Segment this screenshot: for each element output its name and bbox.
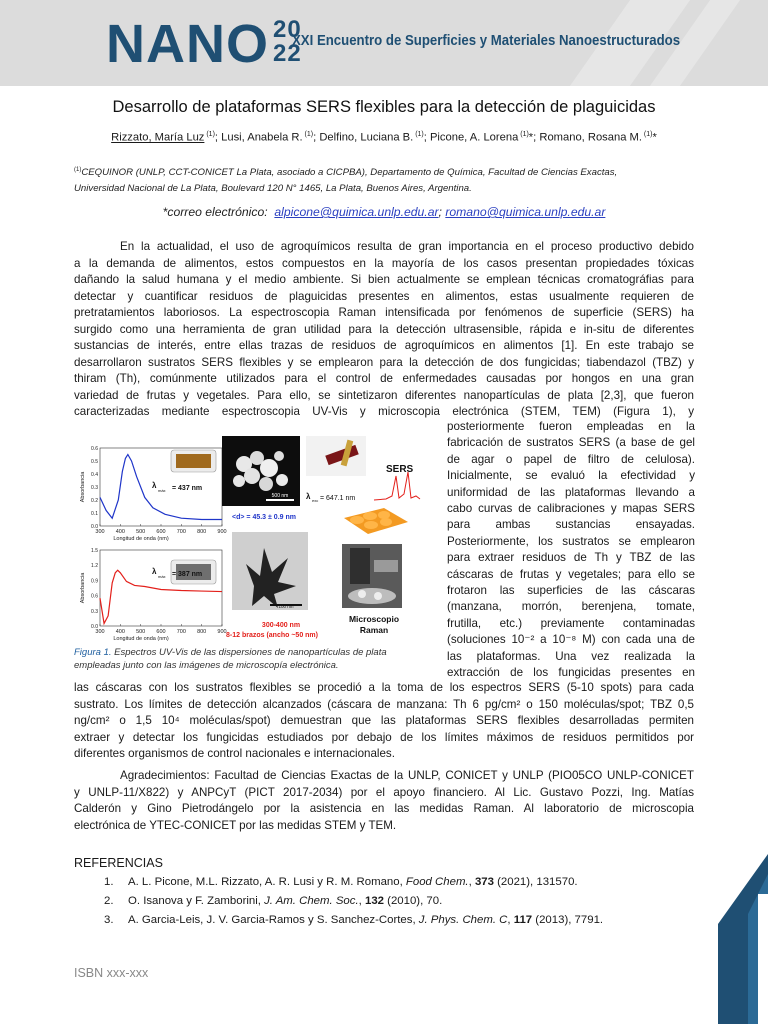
figure-1: [74, 436, 444, 672]
isbn: ISBN xxx-xxx: [74, 966, 149, 980]
body-paragraph-results: [74, 680, 694, 763]
svg-text:Microscopio: Microscopio: [348, 614, 400, 624]
references-heading: REFERENCIAS: [74, 856, 163, 870]
text-line: Agradecimientos: Facultad de Ciencias Exactas de la UNLP, CONICET y UNLP (PIO05CO UNLP-CONICET: [120, 769, 694, 782]
author-name: Picone, A. Lorena: [429, 131, 519, 144]
text-line: cabo curvas de calibraciones y mapas SERS: [447, 502, 695, 516]
text-line: frotaron las superficies de las cáscaras: [447, 584, 695, 598]
logo-word: NANO: [106, 14, 269, 74]
svg-text:exc: exc: [312, 498, 319, 503]
text-line: Calderón y Gino Pietrodángelo por la asistencia en las medidas Raman. Al laboratorio de microscopia: [74, 802, 694, 815]
author-affiliation-mark: (1): [641, 131, 653, 138]
lambda-max-bottom: = 387 nm: [172, 571, 203, 578]
logo-year: 20 22: [273, 16, 302, 67]
svg-text:máx: máx: [158, 574, 166, 579]
text-line: desarrollaron sustratos SERS flexibles y se emplearon para la detección de dos fungicidas; tiabendazol (TBZ) y: [74, 355, 694, 369]
author-affiliation-mark: (1): [204, 131, 215, 138]
text-line: frutilla, etc.) previamente contaminadas: [447, 616, 695, 630]
y-tick-label: 0.4: [91, 472, 98, 478]
x-tick-label: 700: [176, 529, 186, 535]
text-line: detectar y cuantificar residuos de plaguicidas presentes en alimentos, estas usualmente requieren de: [74, 289, 694, 303]
y-axis-label: Absorbancia: [80, 572, 86, 604]
text-line: sustancias de interés, entre ellas trazas de residuos de agroquímicos en alimentos [1]. En este trabajo se: [74, 339, 694, 352]
text-line: para ambas sustancias ensayadas.: [447, 518, 695, 532]
x-tick-label: 400: [115, 629, 125, 635]
text-line: posteriormente fueron empleadas en la: [447, 420, 695, 433]
svg-text:Raman: Raman: [359, 625, 389, 635]
x-tick-label: 300: [95, 529, 105, 535]
email-link-romano[interactable]: romano@quimica.unlp.edu.ar: [445, 205, 606, 219]
text-line: dañando la salud humana y el medio ambiente. Si bien actualmente se emplean técnicas cromatográfias para: [74, 273, 694, 286]
lambda-max-top: = 437 nm: [172, 485, 203, 492]
author-name: Lusi, Anabela R.: [221, 131, 303, 144]
exc-wavelength: = 647.1 nm: [320, 495, 356, 502]
text-line: y UNLP-11/X822) y ANPCyT (PICT 2017-2034) por el apoyo financiero. Al Lic. Gustavo Pozzi, Ing. Matías: [74, 785, 694, 799]
author-name: Rizzato, María Luz: [111, 131, 205, 144]
x-tick-label: 900: [217, 529, 227, 535]
corner-decoration: [708, 854, 768, 1024]
body-paragraph-wrap: [447, 419, 695, 682]
text-line: a la demanda de alimentos, estos compuestos en la mayoría de los casos presentan propiedades tóxicas: [74, 256, 694, 270]
text-line: (manzana, morrón, berenjena, tomate,: [447, 600, 695, 614]
scale-bar-bottom: 100 nm: [278, 604, 294, 609]
x-tick-label: 300: [95, 629, 105, 635]
y-tick-label: 1.2: [91, 563, 98, 570]
scale-bar-top: 500 nm: [271, 493, 289, 499]
author-name: Romano, Rosana M.: [539, 131, 642, 144]
text-line: sustrato. Los límites de detección alcanzados (cáscara de manzana: Th 6 pg/cm² o 150 moléculas/spot; TBZ 0,5: [74, 697, 694, 711]
x-tick-label: 800: [197, 629, 207, 635]
x-tick-label: 600: [156, 629, 166, 635]
y-tick-label: 0.0: [91, 524, 98, 530]
y-tick-label: 0.3: [91, 485, 98, 491]
author-affiliation-mark: (1): [302, 131, 314, 138]
body-paragraph-intro: [74, 239, 694, 421]
text-line: Inicialmente, se evaluó la efectividad y: [447, 469, 695, 483]
svg-text:máx: máx: [158, 488, 166, 493]
branch-count: 8-12 brazos (ancho ~50 nm): [225, 632, 319, 639]
text-line: fabricación de sustratos SERS (a base de gel: [447, 436, 695, 450]
x-axis-label: Longitud de onda (nm): [113, 636, 169, 642]
text-line: ng/cm² o 1,5 10⁴ moléculas/spot) demuestran que las plataformas SERS flexibles desarrolladas permiten: [74, 714, 694, 727]
y-tick-label: 0.9: [91, 578, 98, 585]
y-tick-label: 0.3: [91, 608, 98, 615]
author-name: Delfino, Luciana B.: [319, 131, 414, 144]
x-tick-label: 500: [136, 629, 146, 635]
x-tick-label: 500: [136, 529, 146, 535]
x-axis-label: Longitud de onda (nm): [113, 536, 169, 542]
author-affiliation-mark: (1): [413, 131, 424, 138]
y-tick-label: 0.0: [91, 624, 98, 630]
event-title: XXI Encuentro de Superficies y Materiales Nanoestructurados: [292, 32, 681, 49]
particle-diameter: <d> = 45.3 ± 0.9 nm: [232, 514, 296, 521]
email-link-picone[interactable]: alpicone@quimica.unlp.edu.ar: [274, 205, 439, 219]
figure-panel: [74, 436, 444, 646]
paper-title: Desarrollo de plataformas SERS flexibles para la detección de plaguicidas: [112, 98, 656, 116]
y-tick-label: 0.6: [91, 446, 98, 452]
x-tick-label: 700: [176, 629, 186, 635]
y-tick-label: 0.2: [91, 498, 98, 504]
y-axis-label: Absorbancia: [80, 471, 86, 503]
figure-caption: Figura 1. Espectros UV-Vis de las dispersiones de nanopartículas de plata empleadas junto con las imágenes de microscopía electrónica.: [74, 647, 387, 671]
svg-text:λ: λ: [152, 481, 157, 490]
text-line: las cáscaras con los sustratos flexibles se procedió a la toma de los espectros SERS (5-10 spots) para cada: [74, 681, 694, 694]
acknowledgements: [74, 768, 694, 834]
x-tick-label: 900: [217, 629, 227, 635]
sers-label: SERS: [386, 464, 414, 475]
author-affiliation-mark: (1): [518, 131, 529, 138]
text-line: electrónica de YTEC-CONICET por las medidas STEM y TEM.: [74, 818, 397, 832]
sers-spectrum: [374, 472, 420, 500]
text-line: de agar o papel de filtro de celulosa).: [447, 452, 695, 466]
y-tick-label: 0.5: [91, 459, 98, 465]
email-line: *correo electrónico: alpicone@quimica.unlp.edu.ar; romano@quimica.unlp.edu.ar: [162, 205, 606, 219]
text-line: (soluciones 10⁻² a 10⁻⁸ M) con cada una de: [447, 633, 695, 647]
x-tick-label: 400: [115, 529, 125, 535]
text-line: para extraer residuos de Th y TBZ de las: [447, 551, 695, 565]
y-tick-label: 0.6: [91, 593, 98, 600]
svg-text:λ: λ: [306, 492, 311, 501]
conference-banner: [0, 0, 768, 86]
author-list: Rizzato, María Luz $^{(1)}$; Lusi, Anabela R. $^{(1)}$; Delfino, Luciana B. $^{(1)}$; Picone, A. Lorena $^{(1)}$*; Romano, Rosana M. $^{(1)}$*: [111, 131, 657, 144]
x-tick-label: 600: [156, 529, 166, 535]
text-line: En la actualidad, el uso de agroquímicos resulta de gran importancia en el proceso productivo debido: [120, 240, 694, 253]
svg-text:λ: λ: [152, 567, 157, 576]
particle-size-range: 300-400 nm: [261, 622, 301, 629]
text-line: cáscaras de frutas y vegetales; para ello se: [447, 567, 695, 581]
text-line: thiram (Th), comúnmente utilizados para el control de enfermedades causadas por hongos en una gran: [74, 372, 694, 385]
text-line: Posteriormente, los sustratos se emplearon: [447, 534, 695, 548]
text-line: pretratamientos laboriosos. La espectroscopia Raman intensificada por fenómenos de superficie (SERS) ha: [74, 306, 694, 319]
text-line: extracción de los fungicidas presentes en: [447, 666, 695, 680]
y-tick-label: 0.1: [91, 511, 98, 517]
nano-logo: [106, 14, 302, 74]
text-line: variedad de frutas y vegetales. Para ello, se sintetizaron diferentes nanopartículas de plata [2,3], que fueron: [74, 388, 694, 402]
text-line: extraer y detectar los fungicidas estudiados por debajo de los límites máximos de residuos permitidos por: [74, 730, 694, 744]
text-line: las plataformas. Una vez realizada la: [447, 649, 695, 663]
text-line: uniformidad de las plataformas llevando a: [447, 485, 695, 499]
x-tick-label: 800: [197, 529, 207, 535]
text-line: caracterizadas mediante espectroscopia UV-Vis y microscopia electrónica (STEM, TEM) (Figura 1), y: [74, 405, 694, 418]
affiliation: $^{(1)}$CEQUINOR (UNLP, CCT-CONICET La Plata, asociado a CICPBA), Departamento de Química, Facultad de Ciencias Exactas, Universidad Nacional de La Plata, Boulevard 120 N° 1465, La Plata, Buenos Aires, Argentina.: [74, 167, 618, 195]
y-tick-label: 1.5: [91, 548, 98, 554]
vial-top-liquid: [176, 454, 211, 468]
text-line: surgido como una herramienta de gran utilidad para la detección ultrasensible, rápida e in-situ de diferentes: [74, 322, 694, 336]
text-line: diferentes organismos de control nacionales e internacionales.: [74, 747, 395, 760]
